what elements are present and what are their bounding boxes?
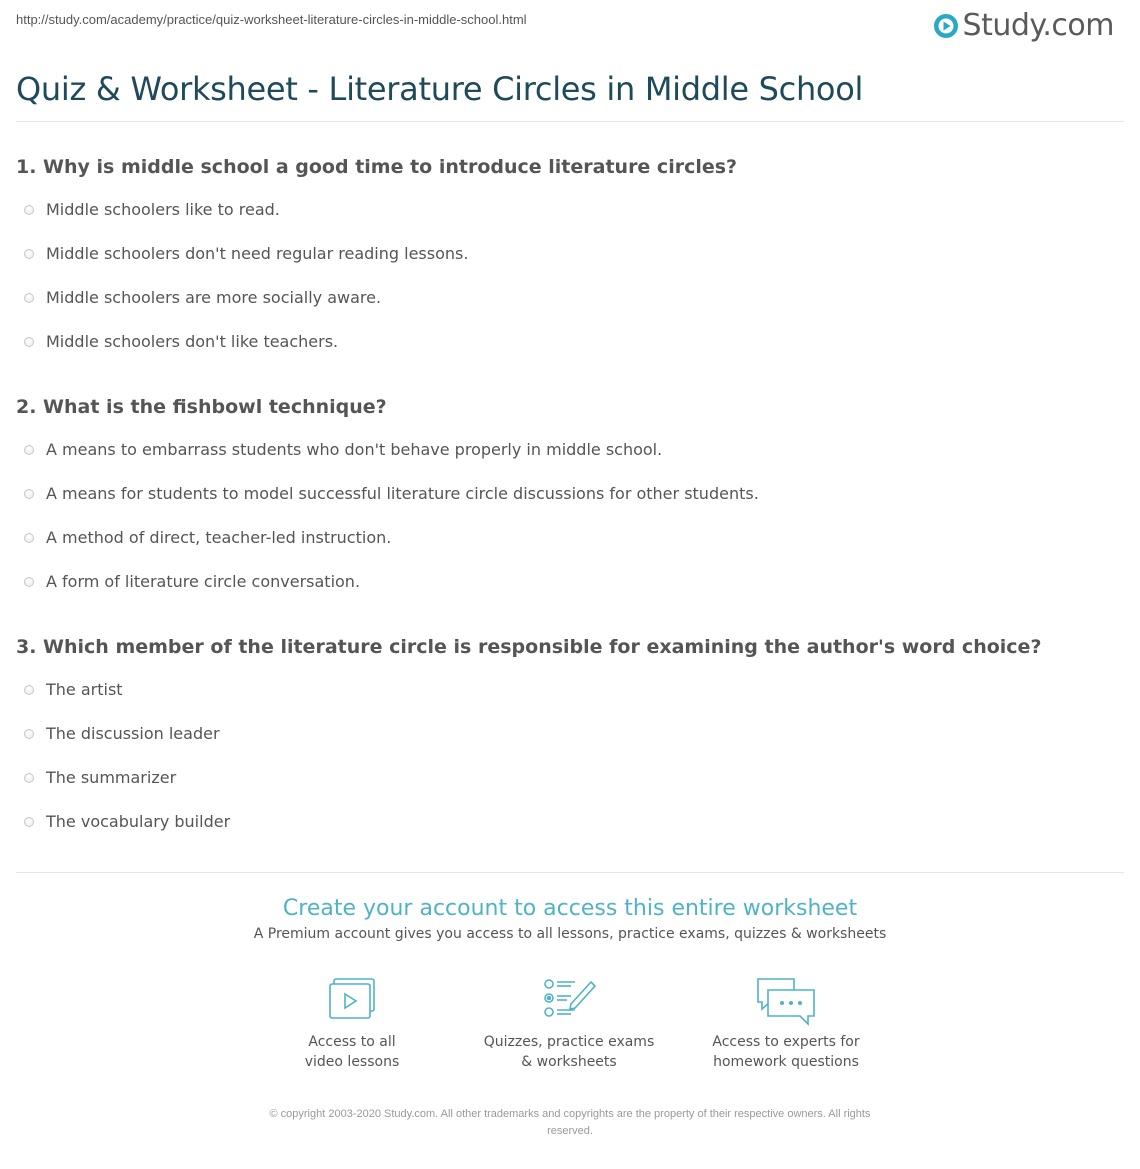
question-1-option-4[interactable] — [24, 332, 338, 351]
page-url: http://study.com/academy/practice/quiz-worksheet-literature-circles-in-middle-school.html — [16, 12, 527, 27]
quiz-checklist-icon — [541, 976, 597, 1022]
radio-button[interactable] — [24, 533, 34, 543]
radio-button[interactable] — [24, 205, 34, 215]
feature-experts — [686, 976, 886, 1072]
option-label: A form of literature circle conversation. — [46, 572, 361, 591]
option-label: A means to embarrass students who don't behave properly in middle school. — [46, 440, 663, 459]
feature-video-lessons — [252, 976, 452, 1072]
study-logo[interactable] — [933, 8, 1114, 43]
radio-button[interactable] — [24, 577, 34, 587]
copyright-line: reserved. — [547, 1125, 593, 1137]
radio-button[interactable] — [24, 685, 34, 695]
option-label: The summarizer — [46, 768, 177, 787]
question-1-option-3[interactable] — [24, 288, 381, 307]
logo-text: Study.com — [962, 8, 1114, 43]
radio-button[interactable] — [24, 489, 34, 499]
radio-button[interactable] — [24, 817, 34, 827]
question-1: 1. Why is middle school a good time to introduce literature circles? — [16, 156, 738, 178]
copyright — [210, 1106, 930, 1140]
feature-label-line: homework questions — [713, 1054, 859, 1070]
question-3-option-4[interactable] — [24, 812, 230, 831]
option-label: The vocabulary builder — [46, 812, 231, 831]
question-2-option-1[interactable] — [24, 440, 662, 459]
play-circle-icon — [933, 13, 959, 39]
cta-subtitle: A Premium account gives you access to all lessons, practice exams, quizzes & worksheets — [253, 926, 887, 942]
feature-quizzes — [469, 976, 669, 1072]
question-2-option-4[interactable] — [24, 572, 360, 591]
page-title: Quiz & Worksheet - Literature Circles in Middle School — [16, 70, 864, 108]
question-3-option-2[interactable] — [24, 724, 220, 743]
chat-bubbles-icon — [754, 976, 818, 1028]
title-divider — [16, 121, 1124, 122]
feature-label-line: Access to experts for — [712, 1034, 860, 1050]
cta-divider — [16, 872, 1124, 873]
feature-label-line: & worksheets — [521, 1054, 617, 1070]
question-3-option-1[interactable] — [24, 680, 123, 699]
radio-button[interactable] — [24, 773, 34, 783]
question-1-option-2[interactable] — [24, 244, 468, 263]
radio-button[interactable] — [24, 445, 34, 455]
radio-button[interactable] — [24, 729, 34, 739]
question-2: 2. What is the fishbowl technique? — [16, 396, 387, 418]
question-1-option-1[interactable] — [24, 200, 280, 219]
radio-button[interactable] — [24, 293, 34, 303]
question-3: 3. Which member of the literature circle is responsible for examining the author's word choice? — [16, 636, 1042, 658]
option-label: Middle schoolers like to read. — [46, 200, 280, 219]
option-label: The discussion leader — [46, 724, 220, 743]
radio-button[interactable] — [24, 337, 34, 347]
question-2-option-2[interactable] — [24, 484, 759, 503]
create-account-link[interactable]: Create your account to access this entire worksheet — [282, 896, 858, 921]
question-2-option-3[interactable] — [24, 528, 391, 547]
question-3-option-3[interactable] — [24, 768, 176, 787]
option-label: Middle schoolers don't like teachers. — [46, 332, 339, 351]
radio-button[interactable] — [24, 249, 34, 259]
feature-label-line: Access to all — [308, 1034, 396, 1050]
option-label: Middle schoolers don't need regular reading lessons. — [46, 244, 469, 263]
feature-label-line: Quizzes, practice exams — [483, 1034, 655, 1050]
option-label: The artist — [46, 680, 123, 699]
option-label: A means for students to model successful literature circle discussions for other students. — [46, 484, 759, 503]
feature-label-line: video lessons — [304, 1054, 400, 1070]
copyright-line: © copyright 2003-2020 Study.com. All other trademarks and copyrights are the property of their respective owners. All rights — [269, 1108, 871, 1120]
option-label: A method of direct, teacher-led instruction. — [46, 528, 392, 547]
video-lessons-icon — [326, 976, 378, 1022]
option-label: Middle schoolers are more socially aware. — [46, 288, 382, 307]
